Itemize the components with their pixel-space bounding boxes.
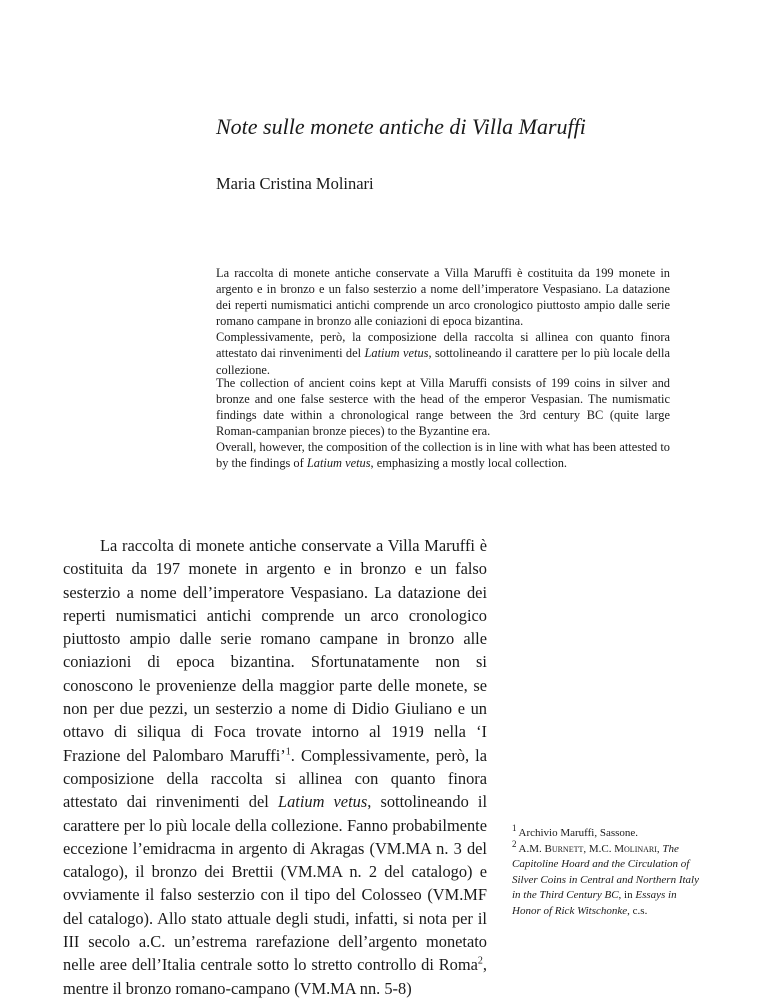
abstract-en-text: Overall, however, the composition of the collection is in line with what has been attested to by the findings of bbox=[216, 440, 670, 471]
abstract-it-text: , sottolineando il carattere per lo più locale della collezione. bbox=[216, 346, 670, 377]
footnote-2-text: , M.C. bbox=[583, 842, 615, 855]
footnote-2-number: 2 bbox=[512, 838, 517, 849]
abstract-it-italic-term: Latium vetus bbox=[364, 346, 429, 361]
article-title: Note sulle monete antiche di Villa Maruffi bbox=[216, 114, 586, 139]
body-text-segment: . Complessivamente, però, la composizione della raccolta si allinea con quanto finora attestato dai rinvenimenti del bbox=[63, 745, 487, 812]
footnote-2-author: Molinari bbox=[614, 842, 657, 855]
footnotes bbox=[512, 823, 699, 920]
footnote-2-text: , bbox=[656, 842, 663, 855]
footnote-ref-1[interactable]: 1 bbox=[285, 746, 291, 758]
abstract-it-text: Complessivamente, però, la composizione della raccolta si allinea con quanto finora attestato dai rinvenimenti del bbox=[216, 330, 670, 361]
abstract-italian bbox=[216, 265, 670, 378]
footnote-2-text: , in bbox=[618, 889, 636, 902]
body-text-segment: La raccolta di monete antiche conservate a Villa Maruffi è costituita da 197 monete in argento e in bronzo e un falso sesterzio a nome dell’imperatore Vespasiano. La datazione dei reperti numismatici antichi comprende un arco cronologico piuttosto ampio dalle serie romano campane in bronzo alle coniazioni di epoca bizantina. Sfortunatamente non si conoscono le provenienze della maggior parte delle monete, se non per due pezzi, un sesterzio a nome di Didio Giuliano e un ottavo di siliqua di Foca trovate intorno al 1919 nella ‘I Frazione del Palombaro Maruffi’ bbox=[63, 536, 487, 765]
footnote-2 bbox=[512, 838, 699, 920]
author-name: Maria Cristina Molinari bbox=[216, 174, 374, 193]
footnote-1-text: Archivio Maruffi, Sassone. bbox=[518, 827, 639, 839]
body-text-segment: , sottolineando il carattere per lo più locale della collezione. Fanno probabilmente eccezione l’emidracma in argento di Akragas (VM.MA n. 3 del catalogo), il bronzo dei Brettii (VM.MA n. 2 del catalogo) e ovviamente il falso sesterzio con il tipo del Colosseo (VM.MF del catalogo). Allo stato attuale degli studi, infatti, si nota per il III secolo a.C. un’estrema rarefazione dell’argento monetato nelle aree dell’Italia centrale sotto lo stretto controllo di Roma bbox=[63, 792, 488, 975]
main-body-paragraph bbox=[63, 534, 487, 1000]
abstract-en-paragraph-1: The collection of ancient coins kept at Villa Maruffi consists of 199 coins in silver and bronze and one false sesterce with the head of the emperor Vespasian. The numismatic findings date within a chronological range between the 3rd century BC (quite large Roman-campanian bronze pieces) to the Byzantine era. bbox=[216, 376, 670, 439]
abstract-en-text: , emphasizing a mostly local collection. bbox=[370, 456, 568, 471]
footnote-1-number: 1 bbox=[512, 823, 517, 834]
abstract-en-italic-term: Latium vetus bbox=[306, 456, 371, 471]
abstract-it-paragraph-2 bbox=[216, 329, 670, 377]
footnote-2-book: Essays in Honor of Rick Witschonke bbox=[512, 889, 677, 917]
footnote-2-text: A.M. bbox=[518, 842, 545, 855]
abstract-en-paragraph-2 bbox=[216, 439, 670, 471]
footnote-ref-2[interactable]: 2 bbox=[477, 955, 483, 967]
footnote-1 bbox=[512, 823, 699, 842]
abstract-it-paragraph-1: La raccolta di monete antiche conservate a Villa Maruffi è costituita da 199 monete in argento e in bronzo e un falso sesterzio a nome dell’imperatore Vespasiano. La datazione dei reperti numismatici antichi comprende un arco cronologico piuttosto ampio dalle serie romano campane in bronzo alle coniazioni di epoca bizantina. bbox=[216, 266, 670, 329]
footnote-2-text: , c.s. bbox=[627, 904, 648, 917]
footnote-2-author: Burnett bbox=[544, 842, 584, 855]
body-italic-term: Latium vetus bbox=[277, 792, 368, 812]
footnote-2-title: The Capitoline Hoard and the Circulation of Silver Coins in Central and Northern Italy in the Third Century BC bbox=[512, 842, 699, 902]
body-text-segment: , mentre il bronzo romano-campano (VM.MA nn. 5-8) bbox=[63, 955, 487, 998]
abstract-english bbox=[216, 375, 670, 472]
